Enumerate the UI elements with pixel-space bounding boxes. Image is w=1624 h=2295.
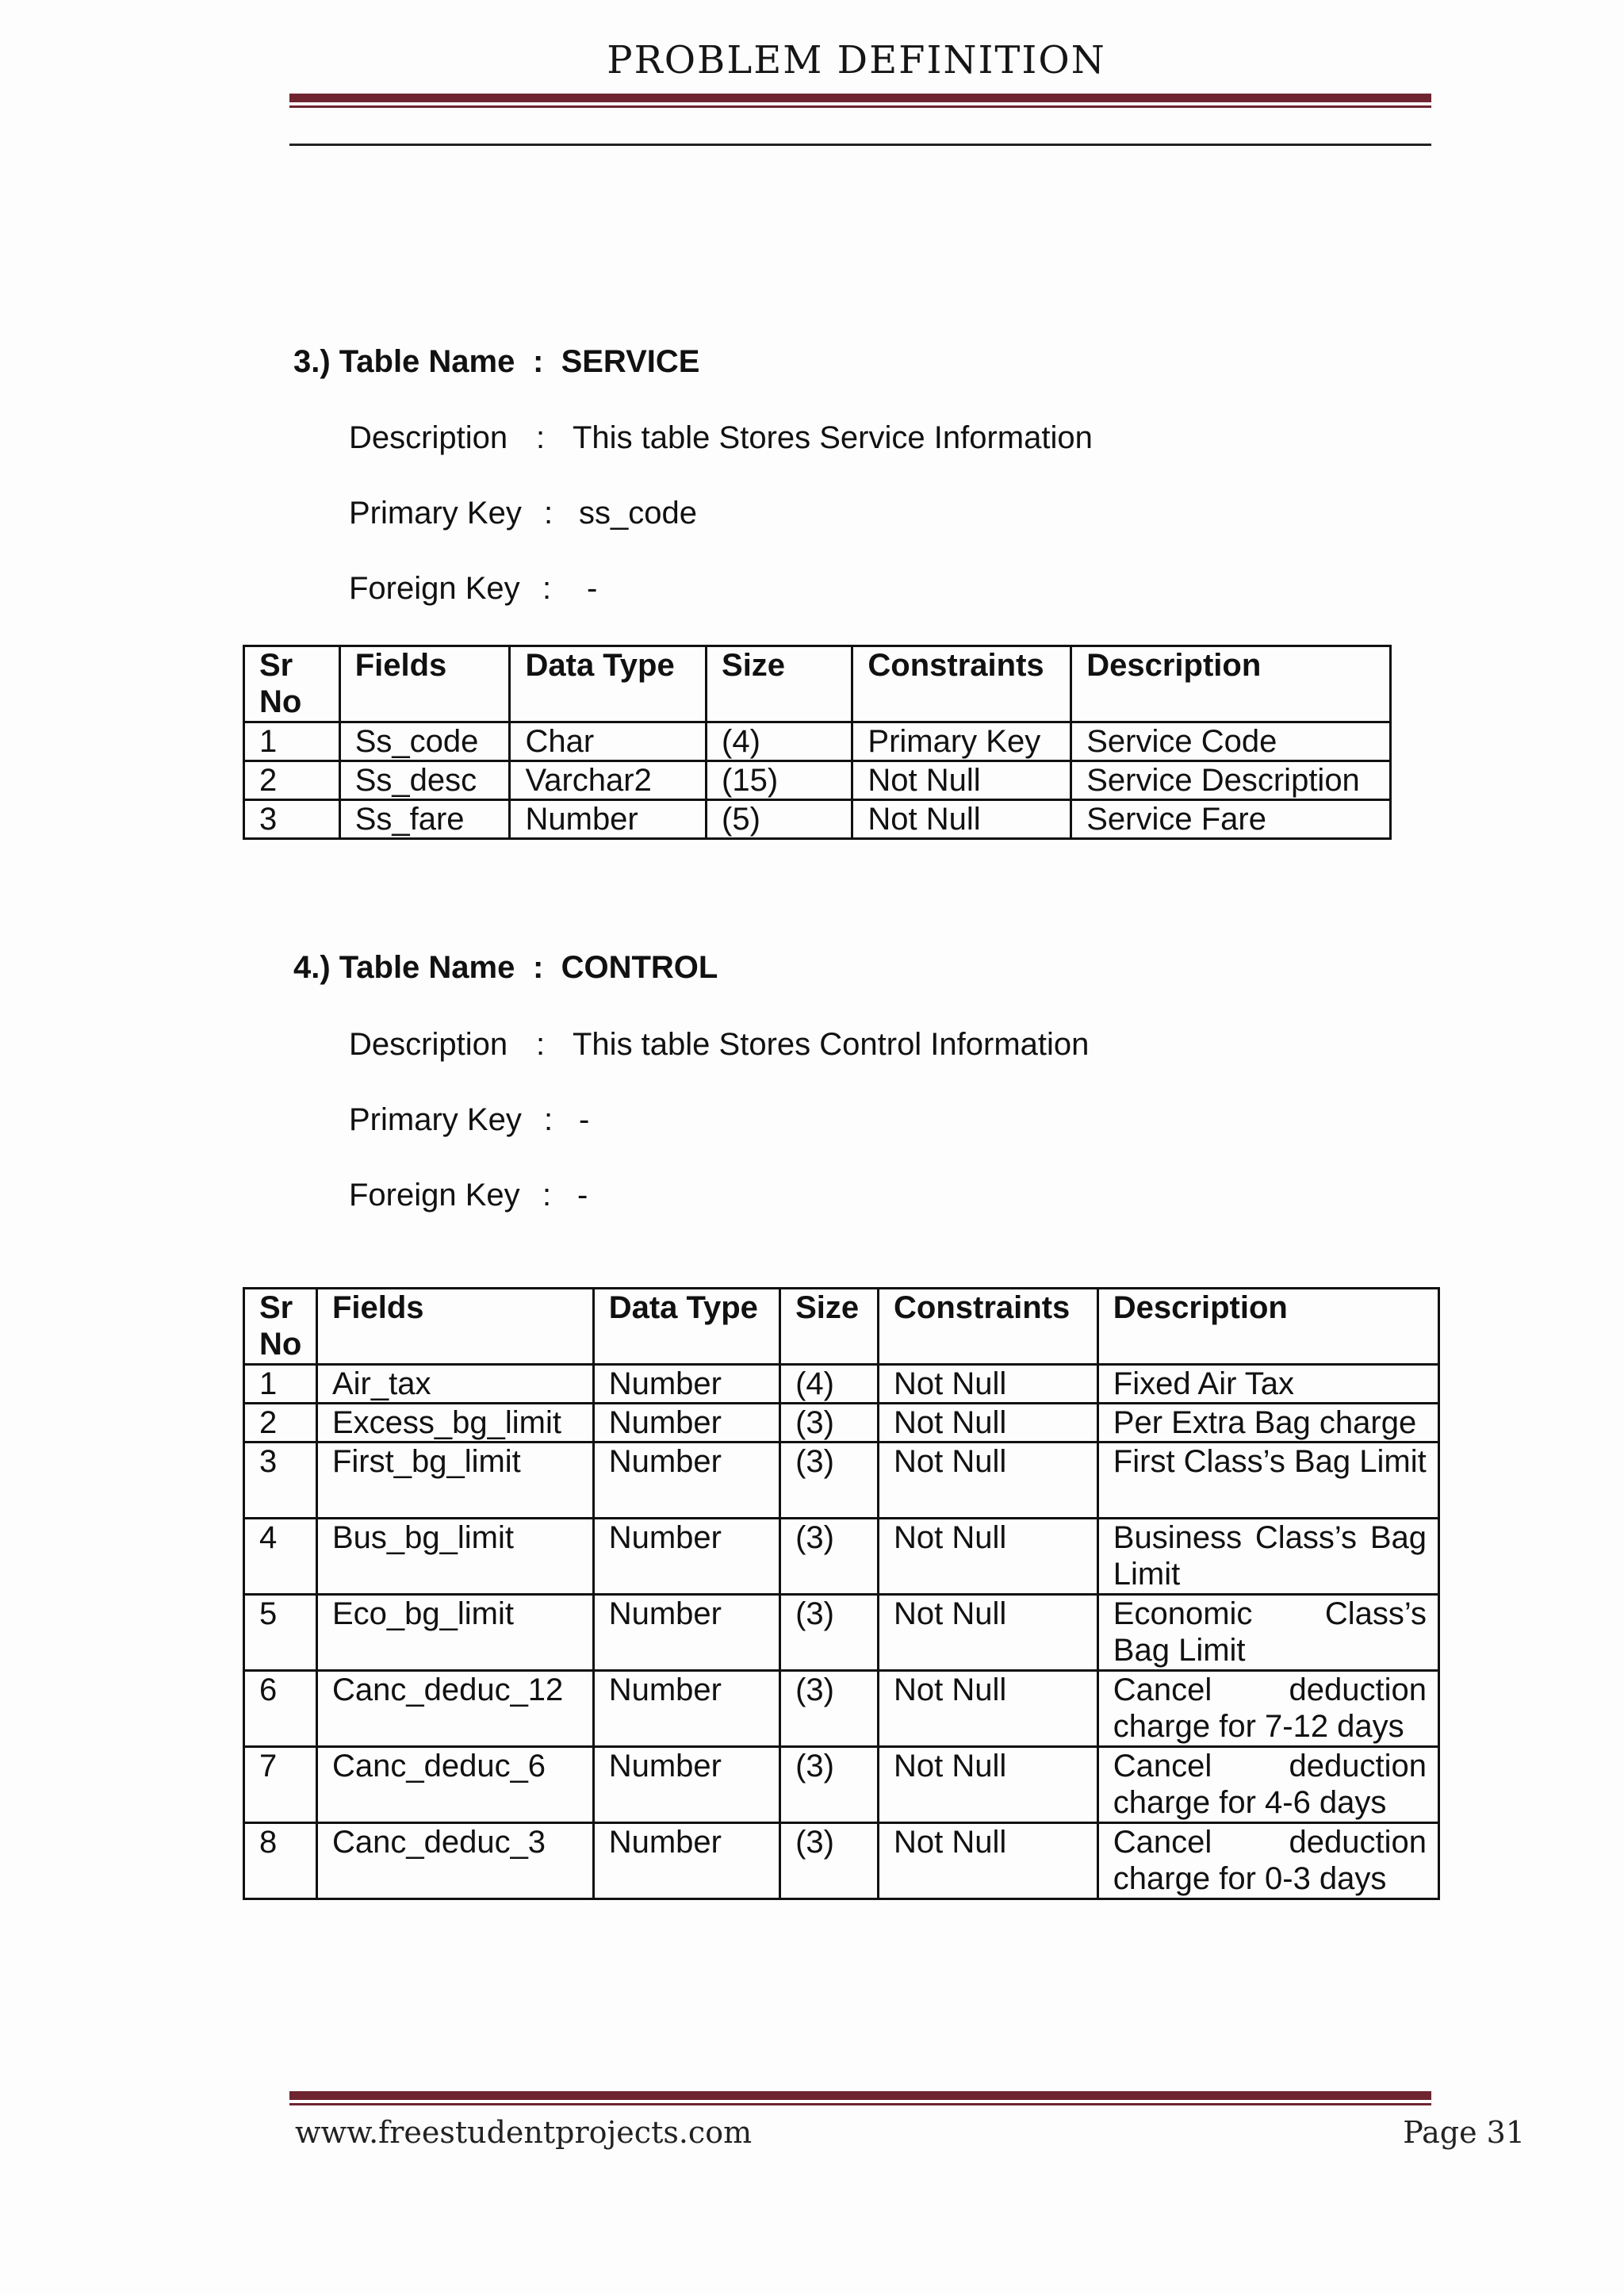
table-cell: 8 xyxy=(244,1823,317,1899)
table-cell: Ss_code xyxy=(339,722,510,761)
table-cell: Number xyxy=(593,1404,779,1443)
table-cell: 6 xyxy=(244,1671,317,1747)
control-table xyxy=(243,1287,1440,1900)
table-cell: Eco_bg_limit xyxy=(316,1595,593,1671)
table-cell: Char xyxy=(510,722,707,761)
table-row xyxy=(244,1519,1439,1595)
table-cell: Fixed Air Tax xyxy=(1097,1365,1438,1404)
column-header: Sr No xyxy=(244,1289,317,1365)
primary-key-row: Primary Key : - xyxy=(349,1102,590,1137)
table-cell: First_bg_limit xyxy=(316,1443,593,1519)
section-title-service xyxy=(293,344,699,380)
table-row xyxy=(244,1671,1439,1747)
table-cell: Excess_bg_limit xyxy=(316,1404,593,1443)
header-underline xyxy=(289,144,1431,146)
page-number: Page 31 xyxy=(1403,2115,1525,2150)
table-cell: (3) xyxy=(780,1823,879,1899)
table-row xyxy=(244,722,1391,761)
table-cell: (15) xyxy=(707,761,852,800)
table-cell: 7 xyxy=(244,1747,317,1823)
table-cell: Canc_deduc_3 xyxy=(316,1823,593,1899)
column-header: Description xyxy=(1071,646,1391,722)
foreign-key-label: Foreign Key xyxy=(349,571,520,606)
table-cell: Not Null xyxy=(879,1365,1098,1404)
table-cell: Air_tax xyxy=(316,1365,593,1404)
table-cell: 5 xyxy=(244,1595,317,1671)
description-row: Description : This table Stores Service Information xyxy=(349,420,1093,455)
table-cell: Number xyxy=(593,1365,779,1404)
table-cell: 2 xyxy=(244,761,340,800)
table-cell: (3) xyxy=(780,1747,879,1823)
column-header: Data Type xyxy=(593,1289,779,1365)
column-header: Size xyxy=(707,646,852,722)
table-row xyxy=(244,1443,1439,1519)
table-cell: Primary Key xyxy=(852,722,1071,761)
table-cell: 4 xyxy=(244,1519,317,1595)
column-header: Fields xyxy=(339,646,510,722)
table-cell: (4) xyxy=(780,1365,879,1404)
table-cell: Cancel deduction charge for 7-12 days xyxy=(1097,1671,1438,1747)
table-cell: (3) xyxy=(780,1404,879,1443)
description-row: Description : This table Stores Control Information xyxy=(349,1027,1090,1062)
table-cell: (4) xyxy=(707,722,852,761)
column-header: Fields xyxy=(316,1289,593,1365)
table-row xyxy=(244,1595,1439,1671)
table-cell: Canc_deduc_6 xyxy=(316,1747,593,1823)
table-row xyxy=(244,1823,1439,1899)
table-header-row xyxy=(244,646,1391,722)
table-row xyxy=(244,1404,1439,1443)
table-cell: 1 xyxy=(244,1365,317,1404)
table-cell: Number xyxy=(593,1519,779,1595)
header-divider xyxy=(289,94,1431,108)
table-cell: Cancel deduction charge for 0-3 days xyxy=(1097,1823,1438,1899)
column-header: Description xyxy=(1097,1289,1438,1365)
table-cell: 3 xyxy=(244,1443,317,1519)
table-cell: Number xyxy=(593,1443,779,1519)
foreign-key-value: - xyxy=(587,571,598,606)
description-label: Description xyxy=(349,420,508,455)
description-value: This table Stores Control Information xyxy=(573,1027,1090,1062)
table-cell: Per Extra Bag charge xyxy=(1097,1404,1438,1443)
table-cell: Cancel deduction charge for 4-6 days xyxy=(1097,1747,1438,1823)
table-cell: Not Null xyxy=(879,1671,1098,1747)
foreign-key-value: - xyxy=(577,1178,588,1213)
service-table xyxy=(243,645,1392,840)
table-cell: Economic Class’s Bag Limit xyxy=(1097,1595,1438,1671)
table-cell: Service Description xyxy=(1071,761,1391,800)
table-row xyxy=(244,1365,1439,1404)
footer-website-link[interactable]: www.freestudentprojects.com xyxy=(295,2115,753,2150)
table-cell: Not Null xyxy=(852,761,1071,800)
table-cell: Number xyxy=(510,800,707,839)
table-cell: (3) xyxy=(780,1443,879,1519)
column-header: Size xyxy=(780,1289,879,1365)
column-header: Data Type xyxy=(510,646,707,722)
table-cell: (3) xyxy=(780,1671,879,1747)
foreign-key-row: Foreign Key : - xyxy=(349,1178,588,1213)
table-cell: Not Null xyxy=(879,1519,1098,1595)
foreign-key-row: Foreign Key : - xyxy=(349,571,598,606)
table-cell: Number xyxy=(593,1823,779,1899)
table-cell: 2 xyxy=(244,1404,317,1443)
table-cell: Canc_deduc_12 xyxy=(316,1671,593,1747)
title-separator: : xyxy=(533,344,544,379)
title-separator: : xyxy=(533,950,544,985)
primary-key-label: Primary Key xyxy=(349,1102,522,1137)
primary-key-label: Primary Key xyxy=(349,496,522,531)
table-cell: 3 xyxy=(244,800,340,839)
table-cell: Bus_bg_limit xyxy=(316,1519,593,1595)
foreign-key-label: Foreign Key xyxy=(349,1178,520,1213)
table-cell: Ss_fare xyxy=(339,800,510,839)
column-header: Sr No xyxy=(244,646,340,722)
page-header-title: PROBLEM DEFINITION xyxy=(607,38,1106,82)
table-cell: Not Null xyxy=(852,800,1071,839)
column-header: Constraints xyxy=(852,646,1071,722)
table-cell: Number xyxy=(593,1595,779,1671)
table-name-value: SERVICE xyxy=(561,344,700,379)
table-cell: (3) xyxy=(780,1519,879,1595)
table-cell: (5) xyxy=(707,800,852,839)
section-title-control xyxy=(293,950,718,986)
table-cell: Not Null xyxy=(879,1747,1098,1823)
table-cell: Service Code xyxy=(1071,722,1391,761)
table-row xyxy=(244,800,1391,839)
table-cell: Not Null xyxy=(879,1404,1098,1443)
table-cell: Service Fare xyxy=(1071,800,1391,839)
table-cell: Not Null xyxy=(879,1595,1098,1671)
description-value: This table Stores Service Information xyxy=(573,420,1093,455)
table-cell: Ss_desc xyxy=(339,761,510,800)
table-cell: Business Class’s Bag Limit xyxy=(1097,1519,1438,1595)
table-name-label: 3.) Table Name xyxy=(293,344,515,379)
primary-key-value: ss_code xyxy=(579,496,697,531)
column-header: Constraints xyxy=(879,1289,1098,1365)
table-cell: Number xyxy=(593,1747,779,1823)
table-row xyxy=(244,1747,1439,1823)
description-label: Description xyxy=(349,1027,508,1062)
table-cell: Varchar2 xyxy=(510,761,707,800)
table-cell: Not Null xyxy=(879,1823,1098,1899)
footer-divider xyxy=(289,2091,1431,2105)
table-name-label: 4.) Table Name xyxy=(293,950,515,985)
table-cell: First Class’s Bag Limit xyxy=(1097,1443,1438,1519)
table-cell: Number xyxy=(593,1671,779,1747)
table-cell: (3) xyxy=(780,1595,879,1671)
table-header-row xyxy=(244,1289,1439,1365)
table-row xyxy=(244,761,1391,800)
primary-key-value: - xyxy=(579,1102,590,1137)
table-cell: 1 xyxy=(244,722,340,761)
table-name-value: CONTROL xyxy=(561,950,718,985)
primary-key-row: Primary Key : ss_code xyxy=(349,496,697,531)
table-cell: Not Null xyxy=(879,1443,1098,1519)
